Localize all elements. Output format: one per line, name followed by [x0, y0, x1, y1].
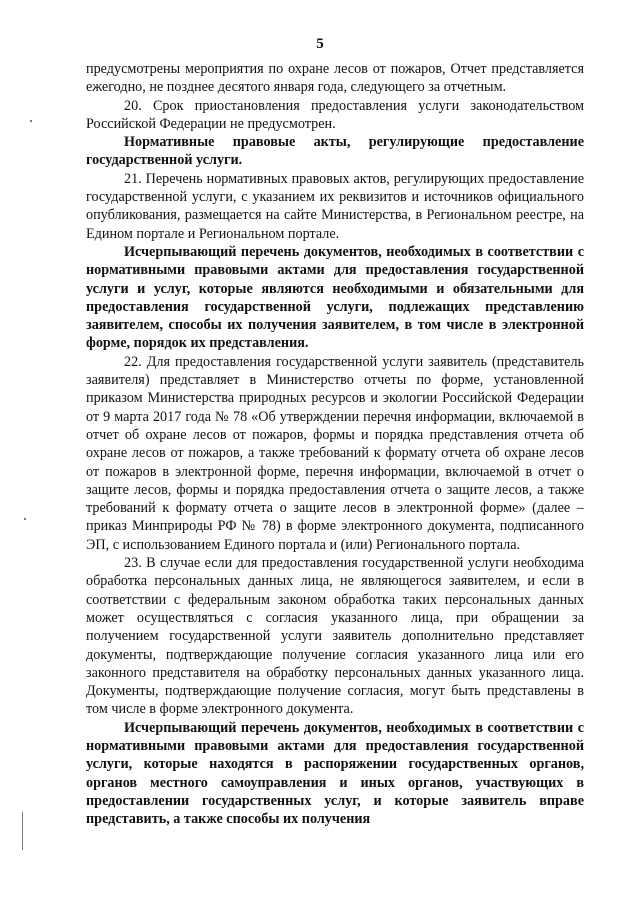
section-heading-legal-acts: Нормативные правовые акты, регулирующие предоставление государственной услуги. — [86, 134, 584, 169]
paragraph-20: 20. Срок приостановления предоставления услуги законодательством Российской Федерации не предусмотрен. — [86, 97, 584, 132]
paragraph-22: 22. Для предоставления государственной услуги заявитель (представитель заявителя) представляет в Министерство отчеты по форме, установленной приказом Министерства природных ресурсов и экологии Российской Федерации от 9 марта 2017 года № 78 «Об утверждении перечня информации, включаемой в отчет об охране лесов от пожаров, формы и порядка представления отчета об охране лесов от пожаров, а также требований к формату отчета об охране лесов от пожаров в электронной форме, перечня информации, включаемой в отчет о защите лесов, формы и порядка предоставления отчета о защите лесов, а также требований к формату отчета о защите лесов в электронной форме» (далее – приказ Минприроды РФ № 78) в форме электронного документа, подписанного ЭП, с использованием Единого портала и (или) Регионального портала. — [86, 353, 584, 553]
scan-dot — [24, 518, 26, 520]
section-heading-required-documents: Исчерпывающий перечень документов, необходимых в соответствии с нормативными правовыми актами для предоставления государственной услуги и услуг, которые являются необходимыми и обязательными для предоставления государственной услуги, подлежащих представлению заявителем, способы их получения заявителем, в том числе в электронной форме, порядок их представления. — [86, 243, 584, 352]
scan-edge-mark — [22, 812, 23, 850]
paragraph-23: 23. В случае если для предоставления государственной услуги необходима обработка персональных данных лица, не являющегося заявителем, и если в соответствии с федеральным законом обработка таких персональных данных может осуществляться с согласия указанного лица, при обращении за получением государственной услуги заявитель дополнительно представляет документы, подтверждающие получение согласия указанного лица или его законного представителя на обработку персональных данных указанного лица. Документы, подтверждающие получение согласия, могут быть представлены в том числе в форме электронного документа. — [86, 555, 584, 718]
page-number: 5 — [316, 36, 324, 52]
scan-dot — [30, 120, 32, 122]
paragraph-continuation: предусмотрены мероприятия по охране лесов от пожаров, Отчет представляется ежегодно, не позднее десятого января года, следующего за отчетным. — [86, 61, 584, 96]
document-body — [86, 60, 584, 828]
paragraph-21: 21. Перечень нормативных правовых актов, регулирующих предоставление государственной услуги, с указанием их реквизитов и источников официального опубликования, размещается на сайте Министерства, в Региональном реестре, на Едином портале и Региональном портале. — [86, 170, 584, 242]
section-heading-interagency-documents: Исчерпывающий перечень документов, необходимых в соответствии с нормативными правовыми актами для предоставления государственной услуги, которые находятся в распоряжении государственных органов, органов местного самоуправления и иных органов, участвующих в предоставлении государственных услуг, и которые заявитель вправе представить, а также способы их получения — [86, 719, 584, 828]
